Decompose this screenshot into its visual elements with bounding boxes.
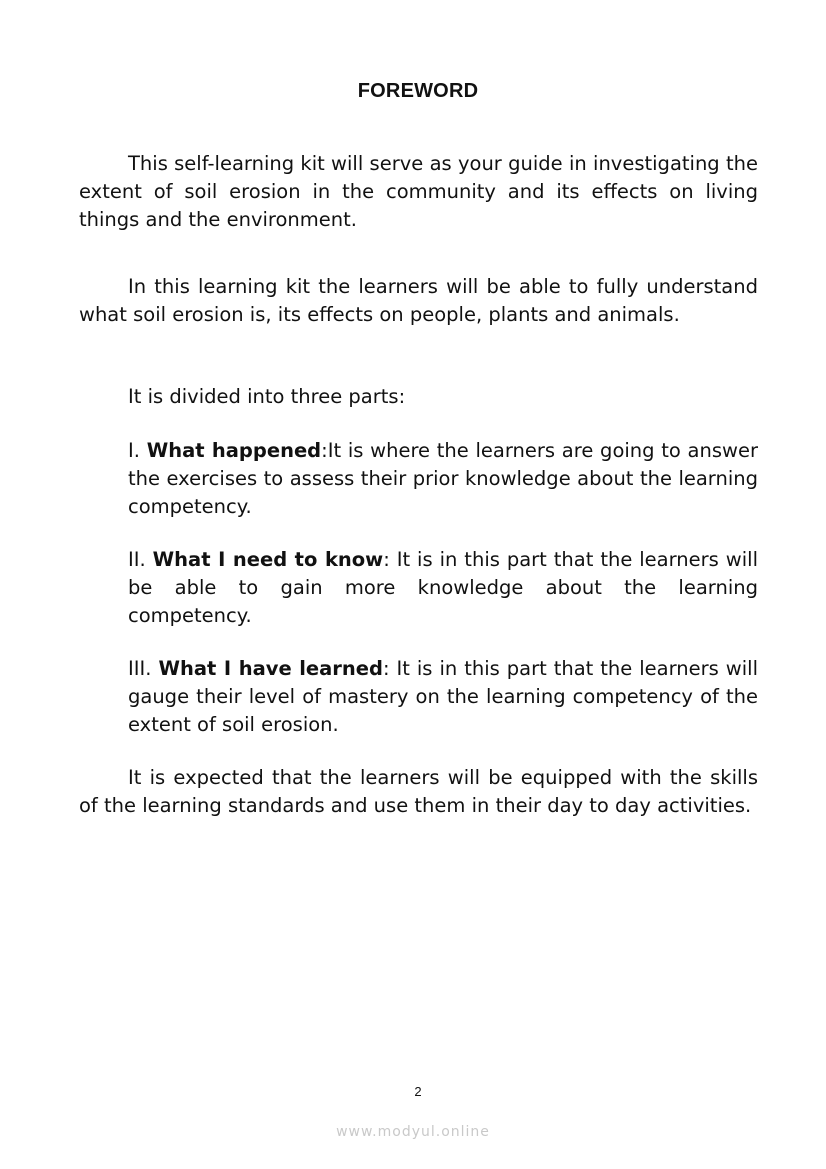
page-number: 2: [414, 1084, 422, 1099]
part-heading: What happened: [146, 439, 322, 462]
watermark: www.modyul.online: [336, 1124, 490, 1140]
part-item: [128, 546, 758, 630]
part-item: [128, 655, 758, 739]
part-description: : It is in this part that the learners will be able to gain more knowledge about the learning competency.: [128, 548, 758, 627]
part-description: :It is where the learners are going to answer the exercises to assess their prior knowledge about the learning competency.: [128, 439, 758, 518]
closing-paragraph: It is expected that the learners will be equipped with the skills of the learning standards and use them in their day to day activities.: [79, 766, 758, 817]
learning-kit-paragraph: In this learning kit the learners will be able to fully understand what soil erosion is, its effects on people, plants and animals.: [79, 275, 758, 326]
part-heading: What I have learned: [158, 657, 383, 680]
part-numeral: II.: [128, 548, 153, 571]
part-numeral: III.: [128, 657, 159, 680]
part-item: [128, 437, 758, 521]
intro-paragraph: This self-learning kit will serve as your guide in investigating the extent of soil erosion in the community and its effects on living things and the environment.: [79, 152, 758, 231]
part-heading: What I need to know: [152, 548, 384, 571]
page-title: FOREWORD: [357, 80, 479, 102]
part-description: : It is in this part that the learners will gauge their level of mastery on the learning competency of the extent of soil erosion.: [128, 657, 758, 736]
part-numeral: I.: [128, 439, 147, 462]
divided-paragraph: It is divided into three parts:: [128, 385, 406, 408]
